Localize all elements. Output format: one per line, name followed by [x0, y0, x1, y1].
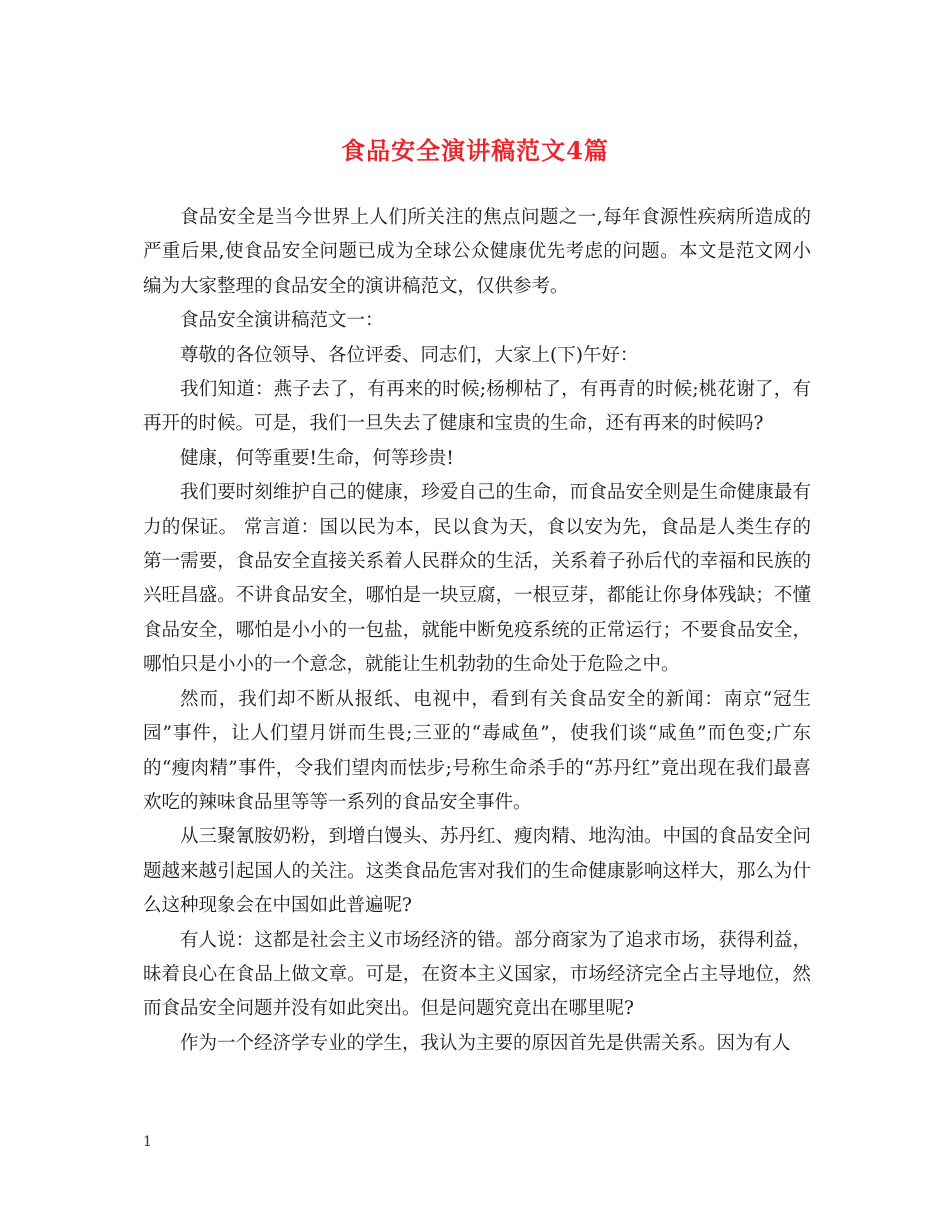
page-number: 1 [143, 1134, 152, 1150]
paragraph: 作为一个经济学专业的学生，我认为主要的原因首先是供需关系。因为有人 [180, 1032, 791, 1054]
paragraph: 我们知道：燕子去了，有再来的时候;杨柳枯了，有再青的时候;桃花谢了，有再开的时候。可是，我们一旦失去了健康和宝贵的生命，还有再来的时候吗? [143, 379, 811, 435]
paragraph: 我们要时刻维护自己的健康，珍爱自己的生命，而食品安全则是生命健康最有力的保证。 常言道：国以民为本，民以食为天，食以安为先，食品是人类生存的第一需要，食品安全直接关系着人民群众的生活，关系着子孙后代的幸福和民族的兴旺昌盛。不讲食品安全，哪怕是一块豆腐，一根豆芽，都能让你身体残缺；不懂食品安全，哪怕是小小的一包盐，就能中断免疫系统的正常运行；不要食品安全，哪怕只是小小的一个意念，就能让生机勃勃的生命处于危险之中。 [143, 482, 811, 676]
paragraph: 然而，我们却不断从报纸、电视中，看到有关食品安全的新闻：南京“冠生园”事件，让人们望月饼而生畏;三亚的“毒咸鱼”，使我们谈“咸鱼”而色变;广东的“瘦肉精”事件，令我们望肉而怯步;号称生命杀手的“苏丹红”竟出现在我们最喜欢吃的辣味食品里等等一系列的食品安全事件。 [143, 688, 811, 813]
paragraph: 有人说：这都是社会主义市场经济的错。部分商家为了追求市场，获得利益，昧着良心在食品上做文章。可是，在资本主义国家，市场经济完全占主导地位，然而食品安全问题并没有如此突出。但是问题究竟出在哪里呢? [143, 929, 811, 1020]
document-body [143, 201, 811, 1061]
paragraph: 从三聚氰胺奶粉，到增白馒头、苏丹红、瘦肉精、地沟油。中国的食品安全问题越来越引起国人的关注。这类食品危害对我们的生命健康影响这样大，那么为什么这种现象会在中国如此普遍呢? [143, 826, 811, 917]
paragraph: 健康，何等重要!生命，何等珍贵! [180, 447, 454, 469]
paragraph: 食品安全是当今世界上人们所关注的焦点问题之一,每年食源性疾病所造成的严重后果,使食品安全问题已成为全球公众健康优先考虑的问题。本文是范文网小编为大家整理的食品安全的演讲稿范文，仅供参考。 [143, 207, 811, 297]
paragraph: 尊敬的各位领导、各位评委、同志们，大家上(下)午好： [180, 344, 639, 366]
paragraph: 食品安全演讲稿范文一： [180, 310, 384, 332]
document-title: 食品安全演讲稿范文4篇 [341, 136, 609, 165]
